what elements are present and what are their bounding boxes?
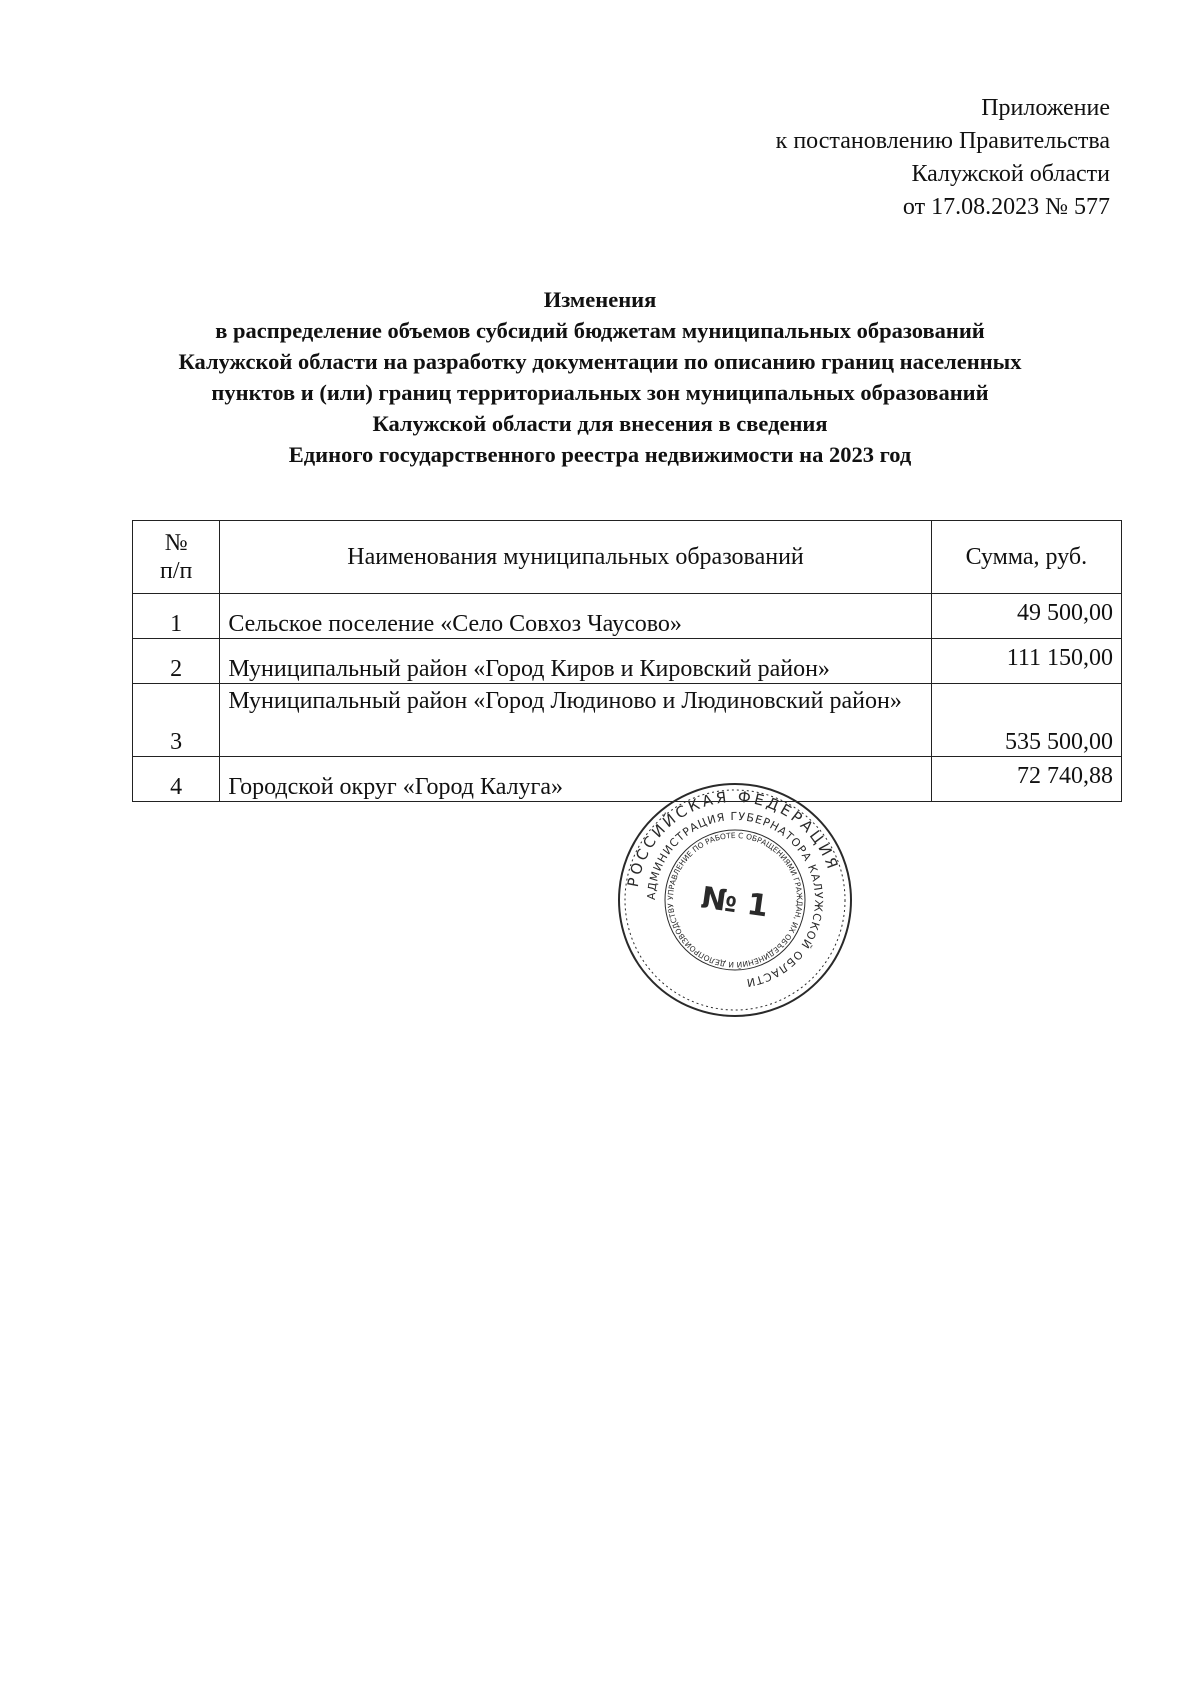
row-sum: 72 740,88 <box>931 757 1121 802</box>
title-line-2: в распределение объемов субсидий бюджетам муниципальных образований <box>215 318 985 343</box>
title-line-3: Калужской области на разработку документации по описанию границ населенных <box>178 349 1022 374</box>
header-name: Наименования муниципальных образований <box>220 521 931 594</box>
row-name: Городской округ «Город Калуга» <box>220 757 931 802</box>
row-name: Муниципальный район «Город Киров и Кировский район» <box>220 639 931 684</box>
appendix-label: Приложение <box>981 95 1110 121</box>
seal-center-number: № 1 <box>698 880 771 925</box>
table-row <box>133 639 1122 684</box>
subsidy-table <box>132 520 1122 802</box>
row-number: 4 <box>133 757 220 802</box>
title-line-4: пунктов и (или) границ территориальных зон муниципальных образований <box>211 380 989 405</box>
header-sum: Сумма, руб. <box>931 521 1121 594</box>
appendix-header <box>776 92 1110 224</box>
row-name: Муниципальный район «Город Людиново и Людиновский район» <box>220 684 931 757</box>
appendix-date-number: от 17.08.2023 № 577 <box>902 194 1110 220</box>
title-line-5: Калужской области для внесения в сведения <box>372 411 828 436</box>
table-header-row <box>133 521 1122 594</box>
seal-inner-text: УПРАВЛЕНИЕ ПО РАБОТЕ С ОБРАЩЕНИЯМИ ГРАЖДАН, ИХ ОБЪЕДИНЕНИЙ И ДЕЛОПРОИЗВОДСТВУ <box>665 830 805 970</box>
row-sum: 535 500,00 <box>931 684 1121 757</box>
header-number-symbol: № <box>164 530 188 556</box>
row-name: Сельское поселение «Село Совхоз Чаусово» <box>220 594 931 639</box>
title-line-6: Единого государственного реестра недвижимости на 2023 год <box>288 442 912 467</box>
appendix-region: Калужской области <box>911 161 1110 187</box>
document-title <box>100 284 1100 470</box>
header-number <box>133 521 220 594</box>
official-seal <box>615 780 855 1020</box>
header-number-abbrev: п/п <box>159 558 193 584</box>
seal-ring-text: АДМИНИСТРАЦИЯ ГУБЕРНАТОРА КАЛУЖСКОЙ ОБЛАСТИ <box>644 809 826 990</box>
seal-outer-text: РОССИЙСКАЯ ФЕДЕРАЦИЯ <box>623 787 843 889</box>
table-row <box>133 684 1122 757</box>
row-sum: 49 500,00 <box>931 594 1121 639</box>
row-number: 2 <box>133 639 220 684</box>
appendix-resolution-ref: к постановлению Правительства <box>775 128 1110 154</box>
row-number: 3 <box>133 684 220 757</box>
title-line-1: Изменения <box>543 287 657 312</box>
table-row <box>133 594 1122 639</box>
row-number: 1 <box>133 594 220 639</box>
row-sum: 111 150,00 <box>931 639 1121 684</box>
